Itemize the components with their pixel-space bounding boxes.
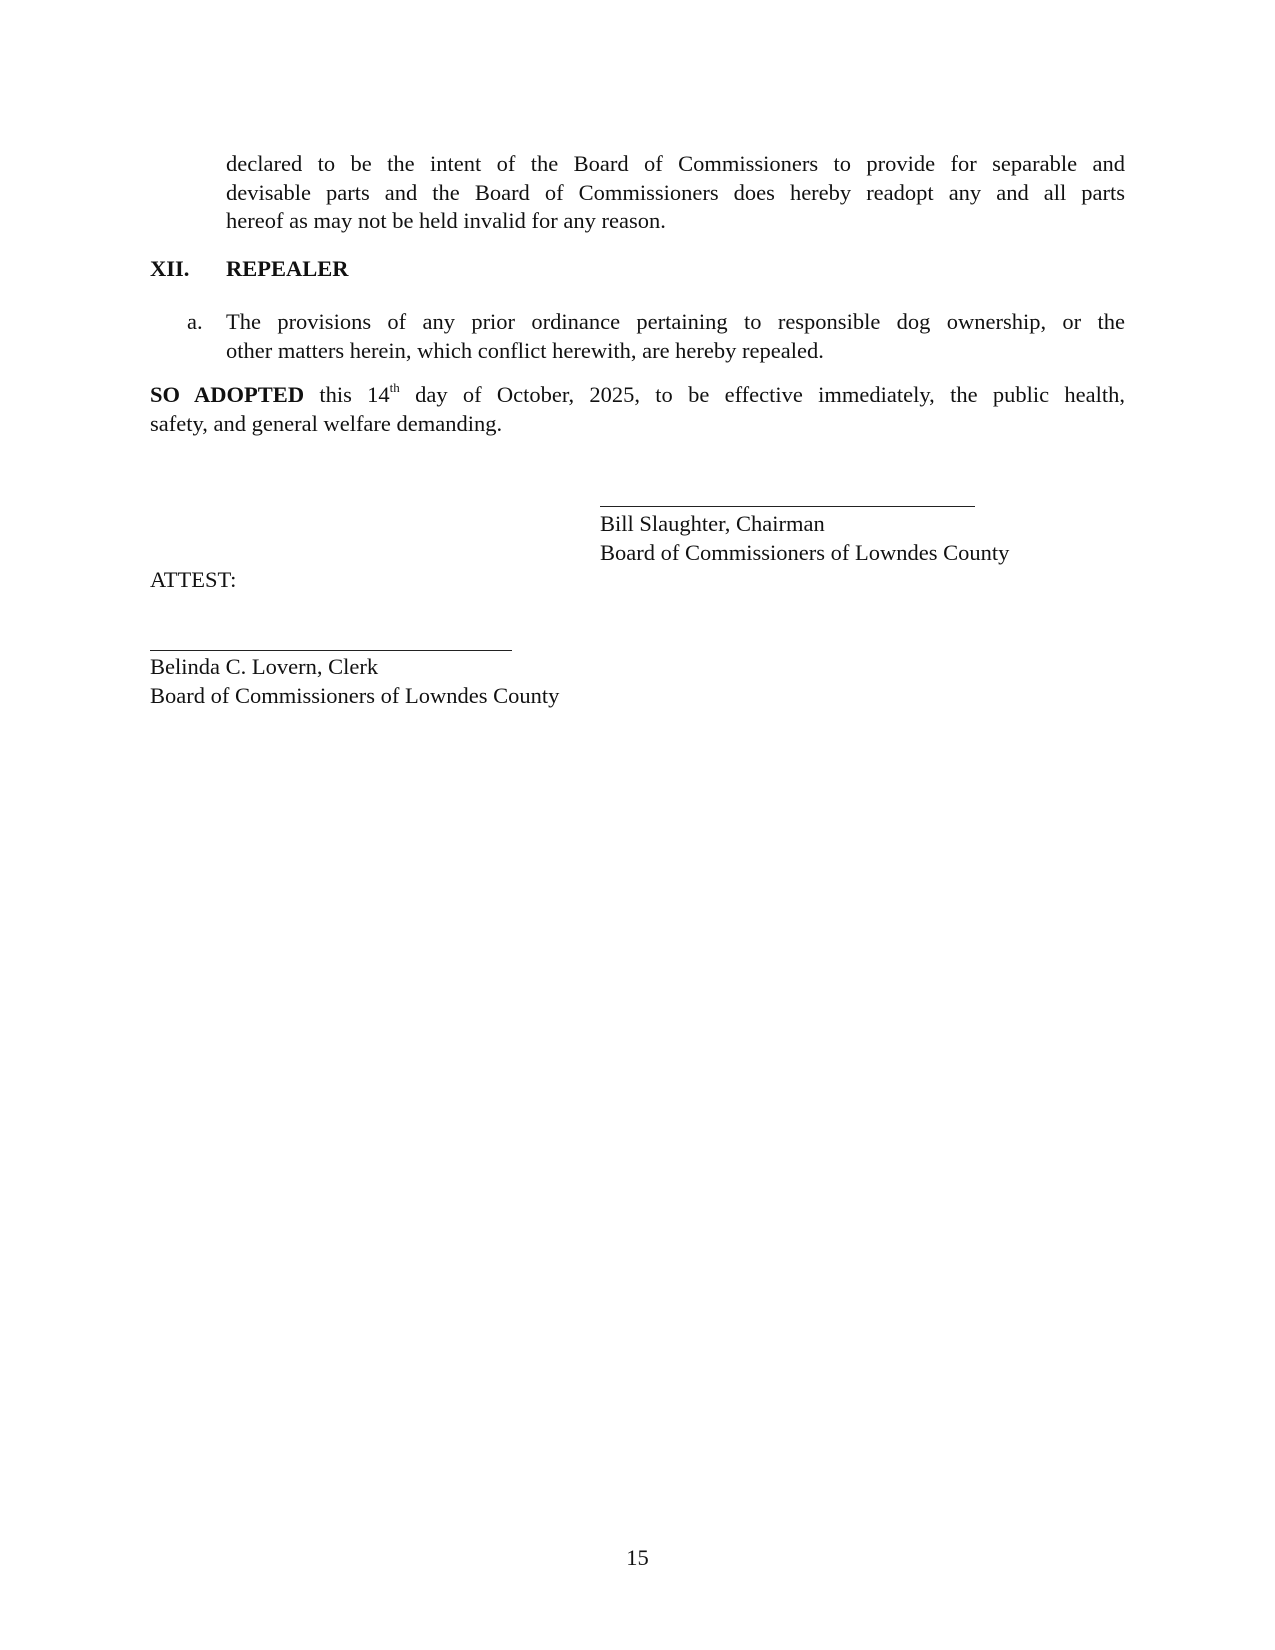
clerk-signature-block (150, 653, 559, 710)
paragraph-line: hereof as may not be held invalid for any reason. (226, 208, 666, 233)
list-item (226, 308, 1125, 365)
page-number: 15 (626, 1545, 649, 1570)
chairman-signature-line (600, 506, 975, 507)
continuation-paragraph (226, 150, 1125, 236)
chairman-organization: Board of Commissioners of Lowndes County (600, 539, 1010, 565)
list-item-marker: a. (187, 309, 203, 334)
adoption-paragraph (150, 381, 1125, 438)
clerk-signature-line (150, 650, 512, 651)
adoption-post-day: day of October, 2025, to be effective immediately, the public health, (399, 382, 1125, 407)
section-title: REPEALER (226, 256, 349, 281)
chairman-signature-block (600, 510, 1009, 567)
adoption-line-1 (150, 381, 1125, 410)
list-item-line: The provisions of any prior ordinance pertaining to responsible dog ownership, or the (226, 309, 1125, 334)
adoption-pre-day: this 14 (304, 382, 390, 407)
attest-label: ATTEST: (150, 567, 237, 592)
paragraph-line: devisable parts and the Board of Commissioners does hereby readopt any and all parts (226, 179, 1125, 205)
clerk-name: Belinda C. Lovern, Clerk (150, 654, 379, 679)
adoption-line-2: safety, and general welfare demanding. (150, 410, 503, 436)
adoption-lead: SO ADOPTED (150, 382, 305, 407)
section-number: XII. (150, 256, 190, 281)
list-item-line: other matters herein, which conflict herewith, are hereby repealed. (226, 337, 824, 363)
clerk-organization: Board of Commissioners of Lowndes County (150, 682, 560, 708)
chairman-name: Bill Slaughter, Chairman (600, 511, 825, 536)
paragraph-line: declared to be the intent of the Board of Commissioners to provide for separable and (226, 151, 1125, 176)
ordinal-suffix: th (389, 379, 400, 395)
